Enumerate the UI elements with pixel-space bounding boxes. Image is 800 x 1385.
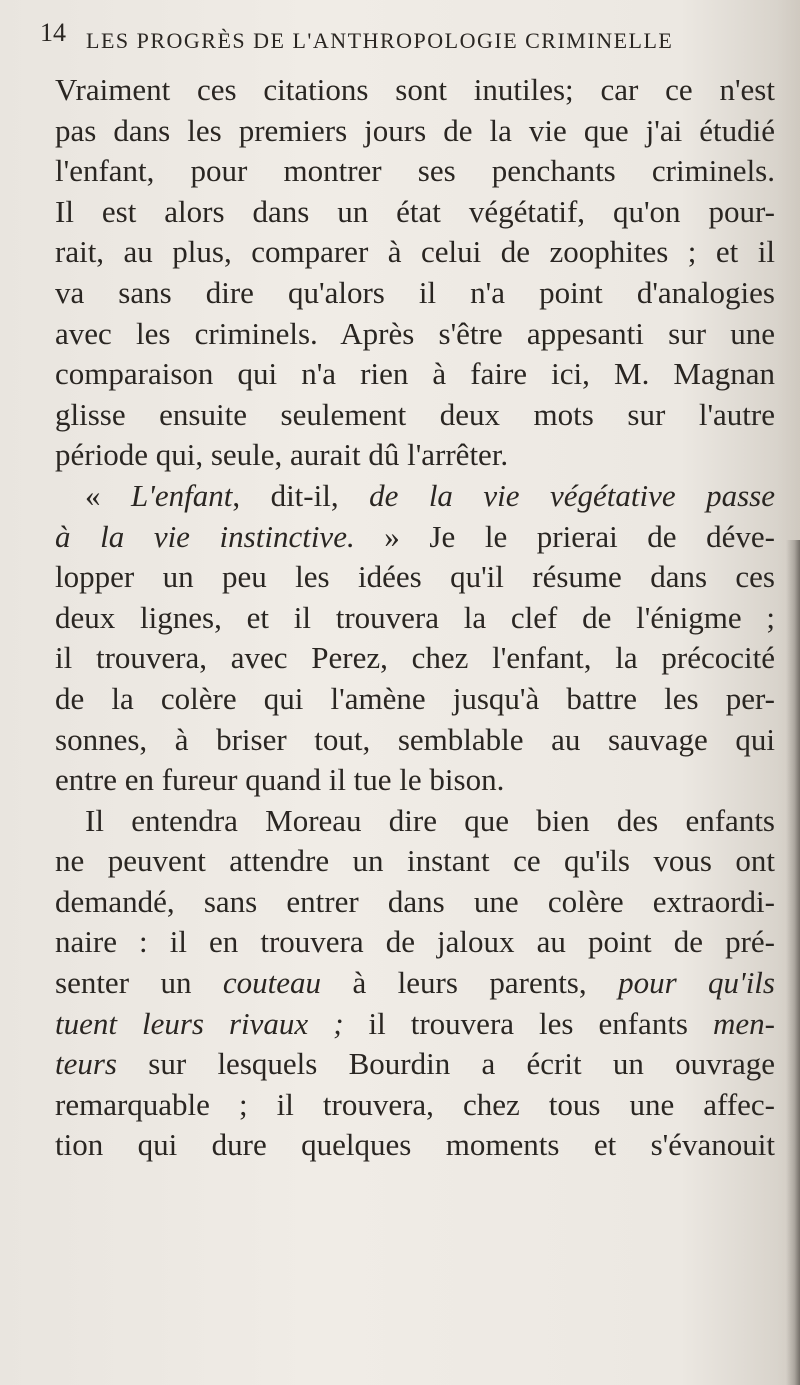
text-segment: l'enfant, pour montrer ses penchants criminels. bbox=[55, 153, 775, 189]
text-segment: Vraiment ces citations sont inutiles; car ce n'est bbox=[55, 72, 775, 107]
body-text bbox=[55, 70, 775, 1166]
text-line bbox=[55, 111, 775, 152]
text-segment: deux lignes, et il trouvera la clef de l'énigme ; bbox=[55, 599, 775, 635]
italic-text: L'enfant bbox=[130, 477, 233, 513]
text-segment: entre en fureur quand il tue le bison. bbox=[55, 762, 505, 798]
text-line bbox=[55, 638, 775, 679]
text-segment: » Je le prierai de déve- bbox=[354, 518, 775, 554]
text-segment: va sans dire qu'alors il n'a point d'analogies bbox=[55, 274, 775, 310]
text-segment: « bbox=[85, 477, 131, 513]
text-segment: , dit-il, bbox=[232, 477, 370, 513]
italic-text: tuent leurs rivaux ; bbox=[55, 1005, 344, 1041]
text-line bbox=[55, 395, 775, 436]
text-line bbox=[55, 720, 775, 761]
text-line bbox=[55, 1085, 775, 1126]
text-line bbox=[55, 435, 775, 476]
text-segment: Il entendra Moreau dire que bien des enfants bbox=[85, 802, 775, 838]
text-segment: pas dans les premiers jours de la vie que j'ai étudié bbox=[55, 112, 775, 148]
italic-text: couteau bbox=[222, 965, 322, 1001]
text-line bbox=[55, 192, 775, 233]
italic-text: men- bbox=[713, 1005, 775, 1041]
text-line bbox=[55, 232, 775, 273]
text-line bbox=[55, 1044, 775, 1085]
text-line bbox=[55, 801, 775, 842]
text-line bbox=[55, 598, 775, 639]
italic-text: de la vie végétative passe bbox=[369, 477, 776, 513]
page-header bbox=[40, 18, 780, 58]
text-segment: senter un bbox=[55, 965, 223, 1001]
text-line bbox=[55, 760, 775, 801]
text-line bbox=[55, 314, 775, 355]
page-edge-shadow bbox=[786, 540, 800, 1385]
text-line bbox=[55, 922, 775, 963]
text-segment: comparaison qui n'a rien à faire ici, M. Magnan bbox=[55, 356, 775, 392]
text-line bbox=[55, 476, 775, 517]
italic-text: à la vie instinctive. bbox=[55, 518, 355, 554]
text-line bbox=[55, 1004, 775, 1045]
text-segment: naire : il en trouvera de jaloux au point de pré- bbox=[55, 924, 775, 960]
text-segment: demandé, sans entrer dans une colère extraordi- bbox=[55, 883, 775, 919]
text-segment: ne peuvent attendre un instant ce qu'ils vous ont bbox=[55, 843, 775, 879]
text-line bbox=[55, 151, 775, 192]
text-segment: tion qui dure quelques moments et s'évanouit bbox=[55, 1127, 775, 1163]
text-segment: lopper un peu les idées qu'il résume dans ces bbox=[55, 559, 775, 595]
text-line bbox=[55, 517, 775, 558]
text-line bbox=[55, 963, 775, 1004]
text-segment: à leurs parents, bbox=[321, 965, 619, 1001]
text-segment: rait, au plus, comparer à celui de zoophites ; et il bbox=[55, 234, 775, 270]
text-segment: période qui, seule, aurait dû l'arrêter. bbox=[55, 437, 509, 473]
text-line bbox=[55, 70, 775, 111]
text-line bbox=[55, 273, 775, 314]
italic-text: teurs bbox=[55, 1046, 117, 1082]
italic-text: pour qu'ils bbox=[618, 965, 775, 1001]
running-head: LES PROGRÈS DE L'ANTHROPOLOGIE CRIMINELLE bbox=[86, 28, 674, 53]
text-segment: glisse ensuite seulement deux mots sur l'autre bbox=[55, 396, 775, 432]
text-segment: sur lesquels Bourdin a écrit un ouvrage bbox=[117, 1046, 775, 1082]
text-segment: il trouvera les enfants bbox=[343, 1005, 713, 1041]
text-line bbox=[55, 882, 775, 923]
text-segment: Il est alors dans un état végétatif, qu'on pour- bbox=[55, 193, 775, 229]
text-line bbox=[55, 557, 775, 598]
text-line bbox=[55, 679, 775, 720]
text-segment: remarquable ; il trouvera, chez tous une affec- bbox=[55, 1086, 775, 1122]
text-segment: de la colère qui l'amène jusqu'à battre les per- bbox=[55, 680, 775, 716]
text-segment: sonnes, à briser tout, semblable au sauvage qui bbox=[55, 721, 775, 757]
text-segment: il trouvera, avec Perez, chez l'enfant, la précocité bbox=[55, 640, 775, 676]
page-number: 14 bbox=[40, 18, 66, 47]
text-line bbox=[55, 354, 775, 395]
text-segment: avec les criminels. Après s'être appesanti sur une bbox=[55, 315, 775, 351]
text-line bbox=[55, 841, 775, 882]
text-line bbox=[55, 1125, 775, 1166]
